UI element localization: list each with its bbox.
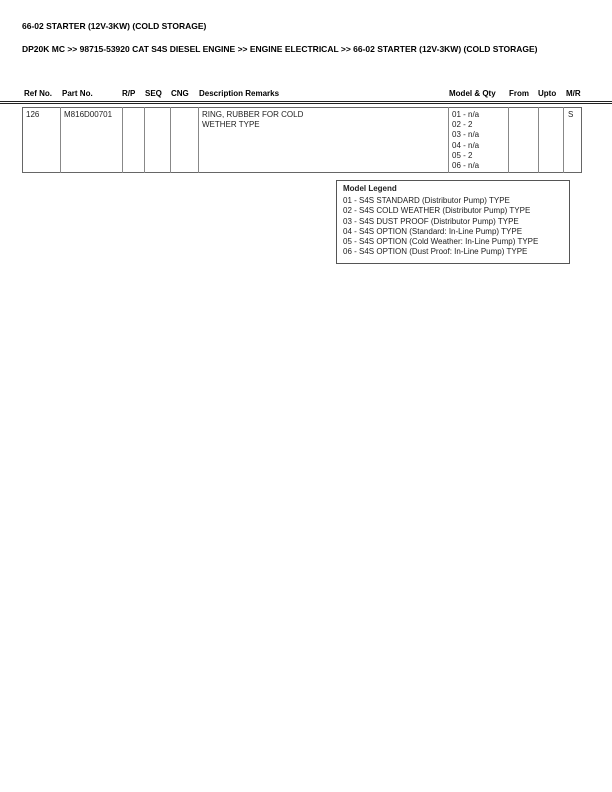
col-desc: Description Remarks [199, 89, 280, 98]
model-qty-item: 06 - n/a [452, 161, 480, 171]
model-qty-item: 04 - n/a [452, 140, 480, 150]
column-divider [448, 107, 449, 173]
legend-item: 02 - S4S COLD WEATHER (Distributor Pump) TYPE [343, 206, 531, 216]
header-divider [0, 101, 612, 104]
description [202, 110, 303, 130]
legend-item: 04 - S4S OPTION (Standard: In-Line Pump) TYPE [343, 226, 523, 236]
col-rp: R/P [122, 89, 136, 98]
model-qty-item: 03 - n/a [452, 130, 480, 140]
col-mr: M/R [566, 89, 581, 98]
column-divider [144, 107, 145, 173]
breadcrumb: DP20K MC >> 98715-53920 CAT S4S DIESEL ENGINE >> ENGINE ELECTRICAL >> 66-02 STARTER (12V-3KW) (COLD STORAGE) [22, 44, 538, 54]
col-seq: SEQ [145, 89, 162, 98]
model-qty-item: 01 - n/a [452, 110, 480, 119]
legend-item: 01 - S4S STANDARD (Distributor Pump) TYPE [343, 196, 510, 206]
column-divider [538, 107, 539, 173]
description-line: RING, RUBBER FOR COLD [202, 110, 304, 119]
legend-item: 03 - S4S DUST PROOF (Distributor Pump) TYPE [343, 216, 519, 226]
ref-number: 126 [26, 110, 40, 119]
mr-value: S [568, 110, 574, 119]
column-divider [60, 107, 61, 173]
column-divider [170, 107, 171, 173]
legend-item: 05 - S4S OPTION (Cold Weather: In-Line Pump) TYPE [343, 237, 539, 247]
page-title: 66-02 STARTER (12V-3KW) (COLD STORAGE) [22, 21, 207, 31]
description-line: WETHER TYPE [202, 120, 260, 130]
model-qty-item: 02 - 2 [452, 120, 473, 130]
column-divider [563, 107, 564, 173]
legend-item: 06 - S4S OPTION (Dust Proof: In-Line Pump) TYPE [343, 247, 528, 257]
column-divider [122, 107, 123, 173]
legend-title: Model Legend [343, 184, 397, 193]
col-ref: Ref No. [24, 89, 52, 98]
column-divider [508, 107, 509, 173]
model-qty [452, 110, 479, 171]
model-qty-item: 05 - 2 [452, 150, 473, 160]
col-part: Part No. [62, 89, 93, 98]
part-number: M816D00701 [64, 110, 113, 119]
column-divider [198, 107, 199, 173]
col-from: From [509, 89, 529, 98]
col-upto: Upto [538, 89, 557, 98]
col-model: Model & Qty [449, 89, 496, 98]
col-cng: CNG [171, 89, 189, 98]
model-legend [336, 180, 570, 264]
